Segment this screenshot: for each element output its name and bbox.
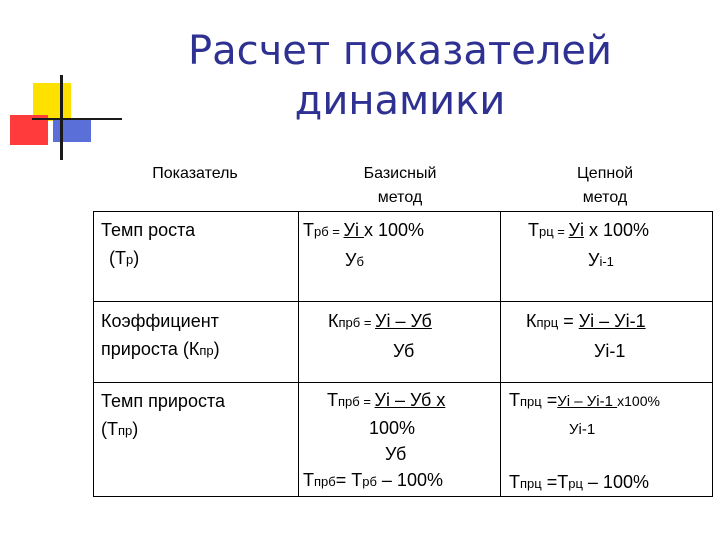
row3-basic-alt-sub: рб xyxy=(362,474,377,489)
row2-basic-lhs-sub: прб xyxy=(338,315,361,330)
row3-basic-alt-eq: = Т xyxy=(335,470,363,490)
row3-basic-line2 xyxy=(303,415,498,441)
row3-chain-spacer xyxy=(509,443,709,469)
row1-label-end: ) xyxy=(133,248,140,268)
title-line-1: Расчет показателей xyxy=(187,28,613,74)
row2-chain-line2 xyxy=(526,337,708,365)
row2-label-end: ) xyxy=(213,339,220,359)
table-divider-col2 xyxy=(500,211,501,497)
row3-basic-alt-end: – 100% xyxy=(376,470,443,490)
row3-basic-denominator: Уб xyxy=(385,444,407,464)
row3-chain-denominator: Уi-1 xyxy=(569,421,596,438)
row1-basic-formula xyxy=(303,216,498,276)
row1-chain-lhs-sub: рц xyxy=(539,224,554,239)
row1-basic-denominator: У xyxy=(345,250,357,270)
row3-basic-alt-lhs-sub: прб xyxy=(314,474,336,489)
row3-chain-alt-eq: =Т xyxy=(541,472,569,492)
row3-basic-formula xyxy=(303,387,498,495)
formula-table xyxy=(93,211,713,497)
row3-chain-alt-end: – 100% xyxy=(582,472,649,492)
table-divider-row1 xyxy=(93,301,713,302)
logo-horizontal-line xyxy=(32,118,122,120)
row2-label-line2 xyxy=(101,335,296,365)
row2-basic-denominator: Уб xyxy=(393,341,415,361)
row3-label-line2 xyxy=(101,415,296,445)
row3-chain-alt-lhs-sub: прц xyxy=(520,476,542,491)
row3-chain-eq: = xyxy=(541,390,558,410)
row3-chain-alt-sub: рц xyxy=(568,476,583,491)
row2-chain-lhs: К xyxy=(526,311,537,331)
row1-chain-den-sub: i-1 xyxy=(599,254,614,269)
row2-label-line1: Коэффициент xyxy=(101,311,219,331)
row3-basic-line4 xyxy=(303,467,498,495)
header-chain-line2: метод xyxy=(582,189,628,206)
row2-chain-formula xyxy=(526,307,708,365)
row3-label-end: ) xyxy=(132,419,139,439)
row3-chain-line4 xyxy=(509,469,709,497)
row1-basic-rest: х 100% xyxy=(363,220,424,240)
row2-chain-eq: = xyxy=(558,311,579,331)
table-divider-col1 xyxy=(298,211,299,497)
slide-title xyxy=(150,26,650,126)
row2-label xyxy=(101,307,296,365)
header-chain-method xyxy=(505,162,705,210)
row3-label-text: (Т xyxy=(101,419,118,439)
row3-label-line1: Темп прироста xyxy=(101,391,226,411)
row3-chain-line1 xyxy=(509,387,709,415)
row3-chain-lhs: Т xyxy=(509,390,520,410)
table-border-right xyxy=(712,211,713,497)
row3-basic-line1 xyxy=(303,387,498,415)
row3-chain-rest: х100% xyxy=(617,393,660,409)
header-indicator-label: Показатель xyxy=(152,165,238,182)
row3-basic-lhs-sub: прб xyxy=(338,394,360,409)
table-divider-row2 xyxy=(93,382,713,383)
row3-basic-numerator: Уi – Уб х xyxy=(374,390,446,410)
header-basic-method xyxy=(300,162,500,210)
row1-basic-den-sub: б xyxy=(356,254,364,269)
row1-label xyxy=(101,216,296,274)
row1-basic-lhs: Т xyxy=(303,220,314,240)
header-basic-line1: Базисный xyxy=(363,165,437,182)
table-border-left xyxy=(93,211,94,497)
row2-basic-eq: = xyxy=(360,315,376,330)
row2-chain-line1 xyxy=(526,307,708,337)
row1-label-line2 xyxy=(101,244,296,274)
row2-chain-denominator: Уi-1 xyxy=(594,341,626,361)
row3-label xyxy=(101,387,296,445)
row3-basic-numerator-cont: 100% xyxy=(369,418,416,438)
row2-label-text: прироста (К xyxy=(101,339,200,359)
row2-label-sub: пр xyxy=(199,343,214,358)
header-chain-line1: Цепной xyxy=(576,165,634,182)
row3-chain-lhs-sub: прц xyxy=(520,394,542,409)
row1-chain-lhs: Т xyxy=(528,220,539,240)
row3-chain-alt-lhs: Т xyxy=(509,472,520,492)
row3-chain-formula xyxy=(509,387,709,497)
row1-label-text: (Т xyxy=(109,248,126,268)
row1-basic-line2 xyxy=(303,246,498,276)
table-border-top xyxy=(93,211,713,212)
row1-basic-lhs-sub: рб xyxy=(314,224,329,239)
row1-chain-line2 xyxy=(528,246,708,276)
row1-chain-denominator: У xyxy=(588,250,600,270)
row2-basic-line2 xyxy=(328,337,498,365)
row2-basic-numerator: Уi – Уб xyxy=(375,311,432,331)
row3-basic-lhs: Т xyxy=(327,390,338,410)
row3-label-sub: пр xyxy=(118,423,133,438)
row3-chain-numerator: Уi – Уi-1 xyxy=(557,393,618,410)
row1-chain-numerator: Уi xyxy=(568,220,584,240)
row2-chain-numerator: Уi – Уi-1 xyxy=(578,311,646,331)
row1-label-sub: р xyxy=(126,252,134,267)
row3-chain-line2 xyxy=(509,415,709,443)
row1-chain-line1 xyxy=(528,216,708,246)
row2-basic-formula xyxy=(328,307,498,365)
row1-chain-rest: х 100% xyxy=(583,220,649,240)
row1-chain-eq: = xyxy=(553,224,569,239)
row1-label-line1: Темп роста xyxy=(101,220,196,240)
title-line-2: динамики xyxy=(294,78,506,124)
row1-chain-formula xyxy=(528,216,708,276)
row3-basic-line3 xyxy=(303,441,498,467)
row1-basic-eq: = xyxy=(328,224,344,239)
row2-basic-line1 xyxy=(328,307,498,337)
header-basic-line2: метод xyxy=(377,189,423,206)
row3-basic-alt-lhs: Т xyxy=(303,470,314,490)
row3-basic-eq: = xyxy=(359,394,375,409)
logo-blue-square xyxy=(53,120,91,142)
row2-chain-lhs-sub: прц xyxy=(536,315,559,330)
row1-basic-numerator: Уi xyxy=(343,220,364,240)
row1-basic-line1 xyxy=(303,216,498,246)
header-indicator xyxy=(120,162,270,186)
row2-basic-lhs: К xyxy=(328,311,339,331)
